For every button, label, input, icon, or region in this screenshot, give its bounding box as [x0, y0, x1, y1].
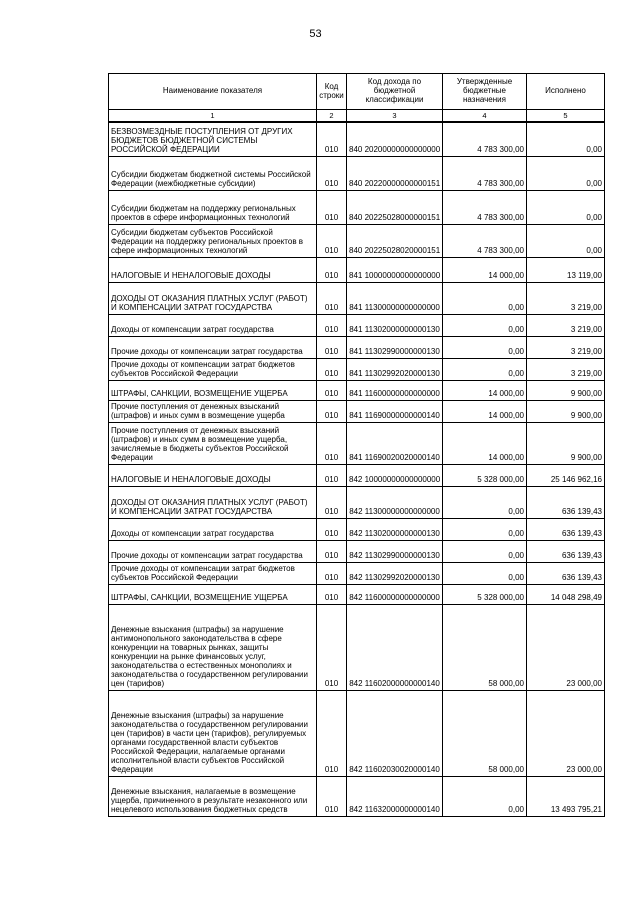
table-row	[109, 190, 605, 224]
executed-amount: 9 900,00	[527, 400, 605, 422]
income-code: 841 11302990000000130	[347, 336, 443, 358]
indicator-name: Прочие доходы от компенсации затрат государства	[109, 540, 317, 562]
line-code: 010	[317, 224, 347, 257]
column-number: 2	[317, 110, 347, 123]
indicator-name: Субсидии бюджетам на поддержку региональных проектов в сфере информационных технологий	[109, 190, 317, 224]
income-code: 841 11690020020000140	[347, 422, 443, 464]
line-code: 010	[317, 336, 347, 358]
executed-amount: 3 219,00	[527, 358, 605, 380]
income-code: 842 11300000000000000	[347, 486, 443, 518]
indicator-name: НАЛОГОВЫЕ И НЕНАЛОГОВЫЕ ДОХОДЫ	[109, 257, 317, 282]
indicator-name: Денежные взыскания (штрафы) за нарушение антимонопольного законодательства в сфере конкуренции на товарных рынках, защиты конкуренции на рынке финансовых услуг, законодательства о естественных монополиях и законодательства о государственном регулировании цен (тарифов)	[109, 604, 317, 690]
income-code: 840 20220000000000151	[347, 156, 443, 190]
executed-amount: 14 048 298,49	[527, 584, 605, 604]
line-code: 010	[317, 540, 347, 562]
indicator-name: Доходы от компенсации затрат государства	[109, 314, 317, 336]
income-code: 842 10000000000000000	[347, 464, 443, 486]
executed-amount: 636 139,43	[527, 486, 605, 518]
indicator-name: БЕЗВОЗМЕЗДНЫЕ ПОСТУПЛЕНИЯ ОТ ДРУГИХ БЮДЖЕТОВ БЮДЖЕТНОЙ СИСТЕМЫ РОССИЙСКОЙ ФЕДЕРАЦИИ	[109, 122, 317, 156]
line-code: 010	[317, 776, 347, 816]
line-code: 010	[317, 314, 347, 336]
income-code: 841 11302992020000130	[347, 358, 443, 380]
executed-amount: 0,00	[527, 190, 605, 224]
line-code: 010	[317, 604, 347, 690]
executed-amount: 13 493 795,21	[527, 776, 605, 816]
executed-amount: 9 900,00	[527, 422, 605, 464]
approved-amount: 58 000,00	[443, 604, 527, 690]
header-line-code: Код строки	[317, 74, 347, 110]
executed-amount: 636 139,43	[527, 540, 605, 562]
income-code: 841 11690000000000140	[347, 400, 443, 422]
executed-amount: 23 000,00	[527, 690, 605, 776]
approved-amount: 4 783 300,00	[443, 156, 527, 190]
table-body	[109, 122, 605, 816]
approved-amount: 14 000,00	[443, 400, 527, 422]
income-code: 842 11632000000000140	[347, 776, 443, 816]
executed-amount: 636 139,43	[527, 562, 605, 584]
table-row	[109, 518, 605, 540]
executed-amount: 3 219,00	[527, 282, 605, 314]
approved-amount: 5 328 000,00	[443, 464, 527, 486]
table-row	[109, 540, 605, 562]
table-row	[109, 156, 605, 190]
income-code: 841 11302000000000130	[347, 314, 443, 336]
indicator-name: Прочие доходы от компенсации затрат бюджетов субъектов Российской Федерации	[109, 562, 317, 584]
line-code: 010	[317, 690, 347, 776]
line-code: 010	[317, 464, 347, 486]
indicator-name: Субсидии бюджетам субъектов Российской Федерации на поддержку региональных проектов в сфере информационных технологий	[109, 224, 317, 257]
table-row	[109, 690, 605, 776]
indicator-name: НАЛОГОВЫЕ И НЕНАЛОГОВЫЕ ДОХОДЫ	[109, 464, 317, 486]
table-row	[109, 776, 605, 816]
executed-amount: 0,00	[527, 224, 605, 257]
income-code: 842 11602000000000140	[347, 604, 443, 690]
income-code: 841 11600000000000000	[347, 380, 443, 400]
header-name: Наименование показателя	[109, 74, 317, 110]
header-income-code: Код дохода по бюджетной классификации	[347, 74, 443, 110]
approved-amount: 0,00	[443, 336, 527, 358]
approved-amount: 0,00	[443, 562, 527, 584]
line-code: 010	[317, 380, 347, 400]
line-code: 010	[317, 584, 347, 604]
approved-amount: 5 328 000,00	[443, 584, 527, 604]
income-code: 842 11302990000000130	[347, 540, 443, 562]
line-code: 010	[317, 422, 347, 464]
approved-amount: 58 000,00	[443, 690, 527, 776]
income-code: 842 11302992020000130	[347, 562, 443, 584]
indicator-name: Прочие поступления от денежных взысканий (штрафов) и иных сумм в возмещение ущерба	[109, 400, 317, 422]
executed-amount: 25 146 962,16	[527, 464, 605, 486]
income-code: 841 10000000000000000	[347, 257, 443, 282]
header-executed: Исполнено	[527, 74, 605, 110]
column-number: 3	[347, 110, 443, 123]
line-code: 010	[317, 257, 347, 282]
approved-amount: 14 000,00	[443, 422, 527, 464]
table-row	[109, 604, 605, 690]
approved-amount: 0,00	[443, 314, 527, 336]
table-row	[109, 314, 605, 336]
approved-amount: 0,00	[443, 486, 527, 518]
income-code: 840 20225028020000151	[347, 224, 443, 257]
table-row	[109, 562, 605, 584]
line-code: 010	[317, 358, 347, 380]
indicator-name: ШТРАФЫ, САНКЦИИ, ВОЗМЕЩЕНИЕ УЩЕРБА	[109, 380, 317, 400]
line-code: 010	[317, 122, 347, 156]
approved-amount: 4 783 300,00	[443, 224, 527, 257]
table-row	[109, 122, 605, 156]
executed-amount: 23 000,00	[527, 604, 605, 690]
income-code: 842 11602030020000140	[347, 690, 443, 776]
table-row	[109, 224, 605, 257]
table-row	[109, 257, 605, 282]
table-row	[109, 336, 605, 358]
line-code: 010	[317, 190, 347, 224]
approved-amount: 4 783 300,00	[443, 190, 527, 224]
table-row	[109, 584, 605, 604]
approved-amount: 0,00	[443, 540, 527, 562]
approved-amount: 14 000,00	[443, 380, 527, 400]
table-row	[109, 358, 605, 380]
table-row	[109, 400, 605, 422]
indicator-name: Прочие доходы от компенсации затрат бюджетов субъектов Российской Федерации	[109, 358, 317, 380]
page-number: 53	[309, 28, 322, 40]
table-row	[109, 486, 605, 518]
approved-amount: 4 783 300,00	[443, 122, 527, 156]
executed-amount: 13 119,00	[527, 257, 605, 282]
line-code: 010	[317, 156, 347, 190]
executed-amount: 3 219,00	[527, 336, 605, 358]
executed-amount: 9 900,00	[527, 380, 605, 400]
income-code: 840 20200000000000000	[347, 122, 443, 156]
column-number-row	[109, 110, 605, 123]
income-code: 842 11302000000000130	[347, 518, 443, 540]
indicator-name: Доходы от компенсации затрат государства	[109, 518, 317, 540]
income-code: 842 11600000000000000	[347, 584, 443, 604]
income-code: 840 20225028000000151	[347, 190, 443, 224]
indicator-name: ШТРАФЫ, САНКЦИИ, ВОЗМЕЩЕНИЕ УЩЕРБА	[109, 584, 317, 604]
indicator-name: Прочие поступления от денежных взысканий (штрафов) и иных сумм в возмещение ущерба, зачисляемые в бюджеты субъектов Российской Федерации	[109, 422, 317, 464]
indicator-name: Денежные взыскания (штрафы) за нарушение законодательства о государственном регулировании цен (тарифов) в части цен (тарифов), регулируемых органами государственной власти субъектов Российской Федерации, налагаемые органами исполнительной власти субъектов Российской Федерации	[109, 690, 317, 776]
line-code: 010	[317, 282, 347, 314]
indicator-name: Денежные взыскания, налагаемые в возмещение ущерба, причиненного в результате незаконного или нецелевого использования бюджетных средств	[109, 776, 317, 816]
table-row	[109, 422, 605, 464]
line-code: 010	[317, 400, 347, 422]
column-number: 4	[443, 110, 527, 123]
budget-execution-table	[108, 73, 605, 817]
indicator-name: Субсидии бюджетам бюджетной системы Российской Федерации (межбюджетные субсидии)	[109, 156, 317, 190]
approved-amount: 0,00	[443, 518, 527, 540]
executed-amount: 636 139,43	[527, 518, 605, 540]
approved-amount: 0,00	[443, 776, 527, 816]
income-code: 841 11300000000000000	[347, 282, 443, 314]
table-row	[109, 380, 605, 400]
executed-amount: 3 219,00	[527, 314, 605, 336]
line-code: 010	[317, 562, 347, 584]
table-row	[109, 464, 605, 486]
approved-amount: 14 000,00	[443, 257, 527, 282]
executed-amount: 0,00	[527, 122, 605, 156]
approved-amount: 0,00	[443, 358, 527, 380]
table-header-row	[109, 74, 605, 110]
table-row	[109, 282, 605, 314]
line-code: 010	[317, 518, 347, 540]
indicator-name: ДОХОДЫ ОТ ОКАЗАНИЯ ПЛАТНЫХ УСЛУГ (РАБОТ) И КОМПЕНСАЦИИ ЗАТРАТ ГОСУДАРСТВА	[109, 486, 317, 518]
line-code: 010	[317, 486, 347, 518]
indicator-name: ДОХОДЫ ОТ ОКАЗАНИЯ ПЛАТНЫХ УСЛУГ (РАБОТ) И КОМПЕНСАЦИИ ЗАТРАТ ГОСУДАРСТВА	[109, 282, 317, 314]
approved-amount: 0,00	[443, 282, 527, 314]
indicator-name: Прочие доходы от компенсации затрат государства	[109, 336, 317, 358]
column-number: 1	[109, 110, 317, 123]
column-number: 5	[527, 110, 605, 123]
executed-amount: 0,00	[527, 156, 605, 190]
header-approved: Утвержденные бюджетные назначения	[443, 74, 527, 110]
